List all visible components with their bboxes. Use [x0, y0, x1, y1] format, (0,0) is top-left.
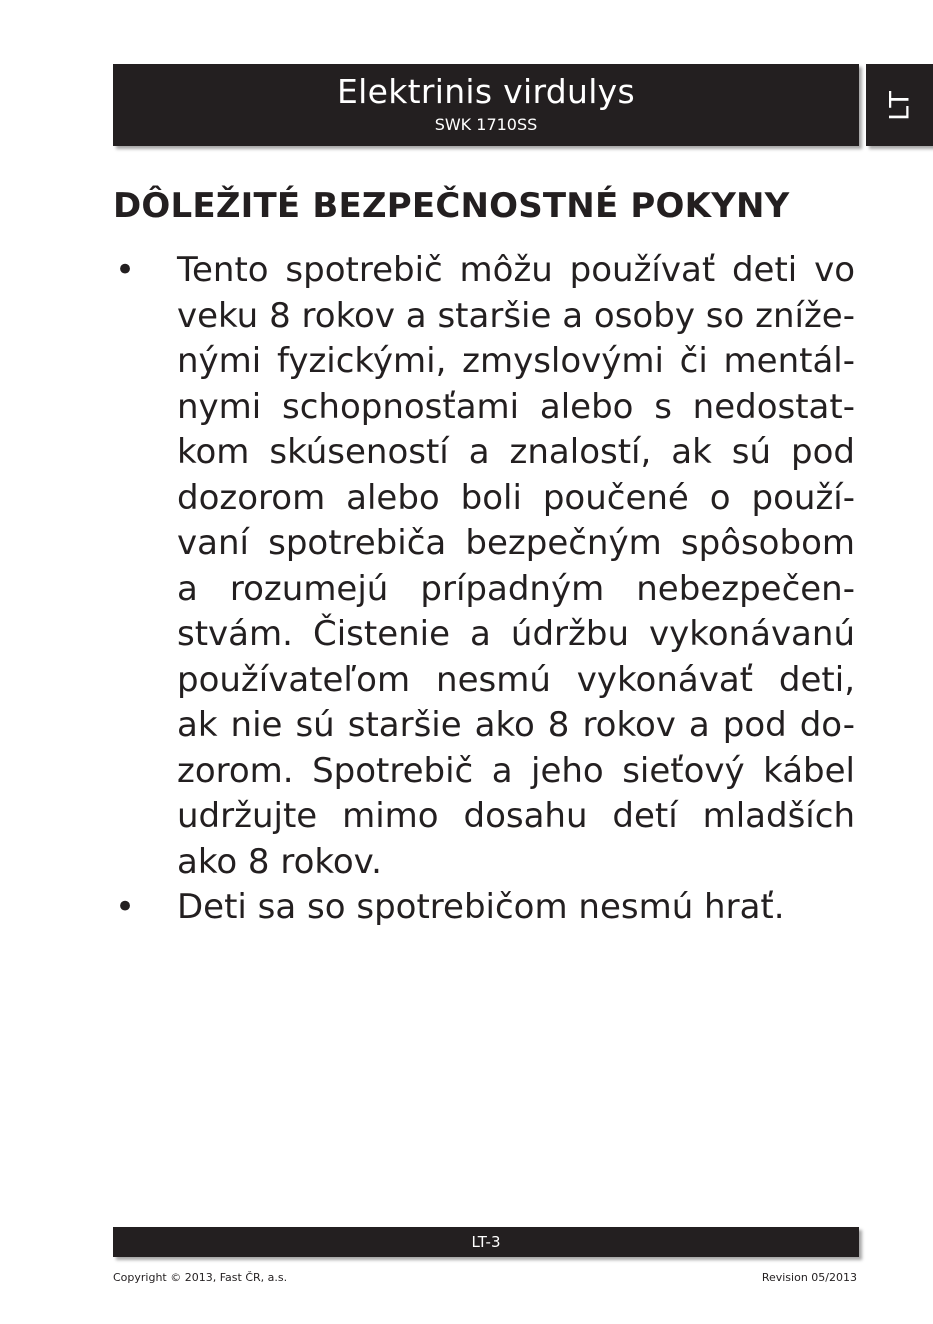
header-bar [113, 64, 859, 146]
copyright-notice: Copyright © 2013, Fast ČR, a.s. [113, 1271, 288, 1284]
list-item [113, 248, 855, 885]
bullet-icon: • [114, 887, 136, 927]
safety-instructions-list [113, 248, 855, 931]
page-number: LT-3 [471, 1233, 501, 1251]
list-item-text: Deti sa so spotrebičom nesmú hrať. [177, 887, 785, 927]
list-item [113, 885, 855, 931]
footer-bar [113, 1227, 859, 1257]
language-tab [866, 64, 933, 146]
bullet-icon: • [114, 250, 136, 290]
section-heading: DÔLEŽITÉ BEZPEČNOSTNÉ POKYNY [113, 186, 790, 226]
revision-label: Revision 05/2013 [761, 1271, 857, 1284]
document-title: Elektrinis virdulys [336, 72, 635, 111]
model-number: SWK 1710SS [434, 115, 538, 134]
language-tab-label: LT [884, 89, 915, 121]
list-item-text: Tento spotrebič môžu používať deti vo veku 8 rokov a staršie a osoby so zníže-nými fyzickými, zmyslovými či mentál-nymi schopnosťami alebo s nedostat-kom skúseností a znalostí, ak sú pod dozorom alebo boli poučené o použí-vaní spotrebiča bezpečným spôsobom a rozumejú prípadným nebezpečen-stvám. Čistenie a údržbu vykonávanú používateľom nesmú vykonávať deti, ak nie sú staršie ako 8 rokov a pod do-zorom. Spotrebič a jeho sieťový kábel udržujte mimo dosahu detí mladších ako 8 rokov. [177, 250, 855, 882]
